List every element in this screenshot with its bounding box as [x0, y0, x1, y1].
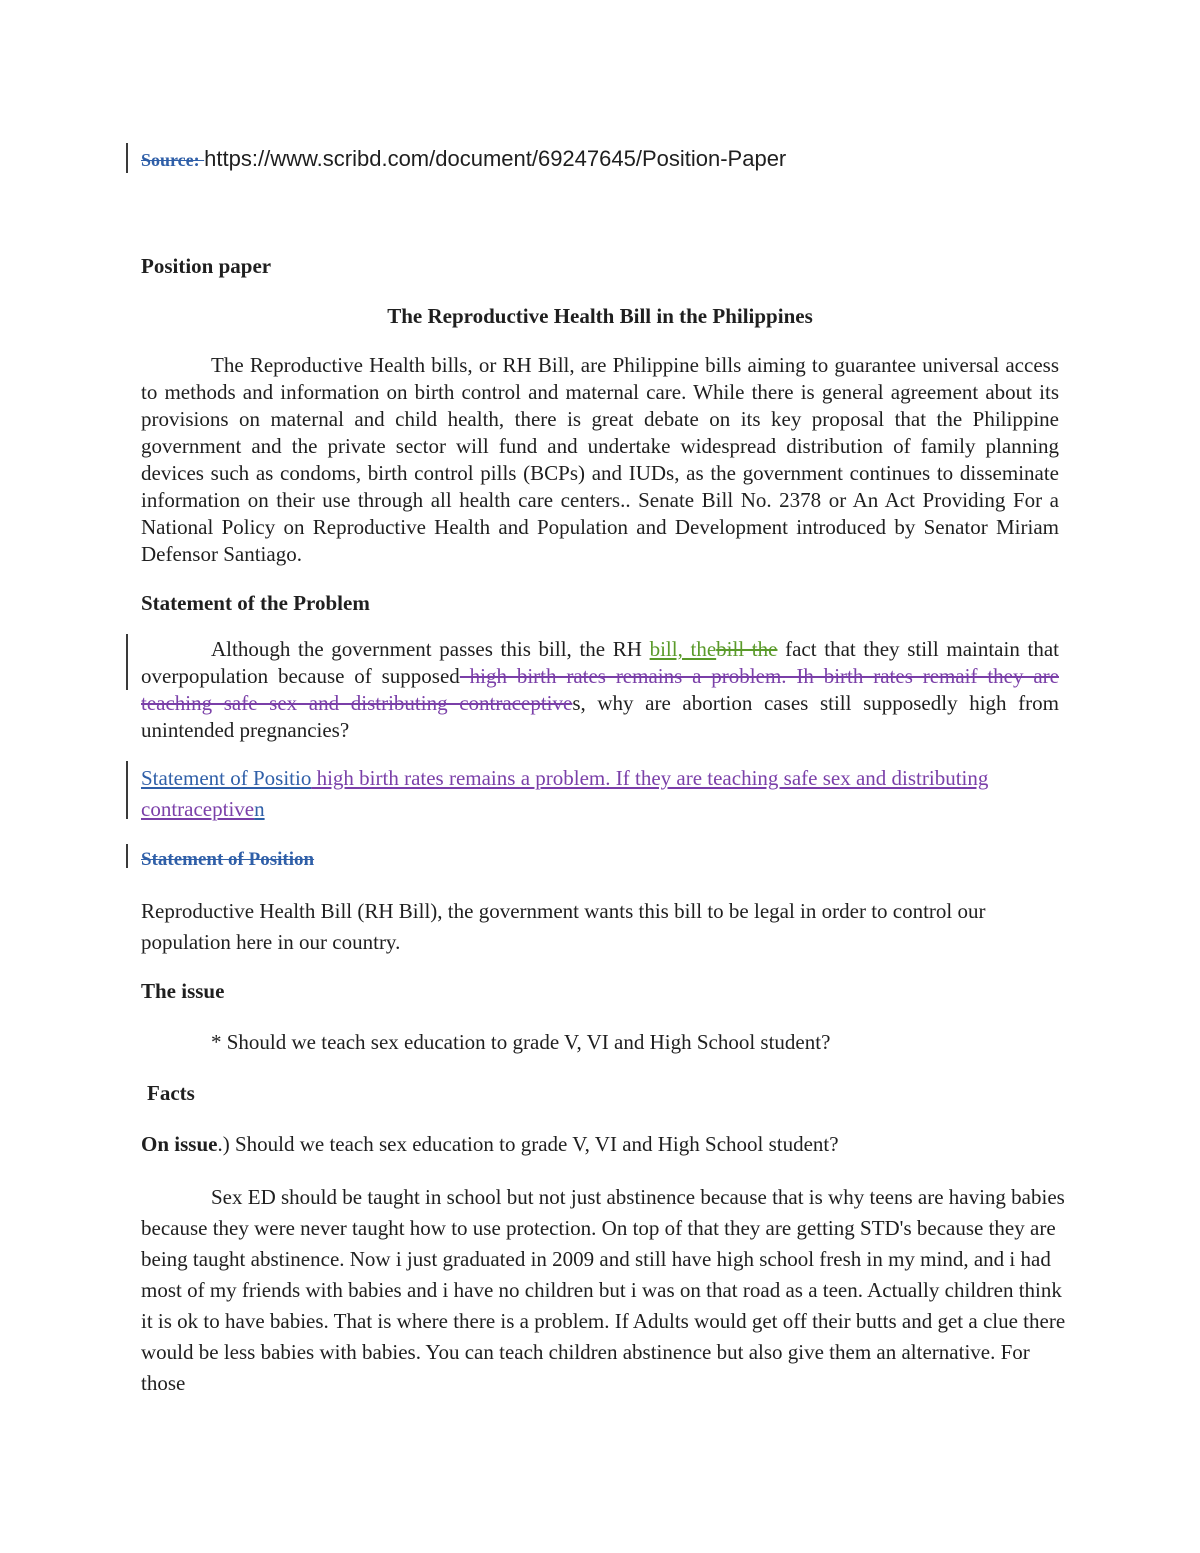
- on-issue-line: [141, 1131, 839, 1157]
- doc-label: Position paper: [141, 254, 272, 278]
- facts-heading: Facts: [147, 1081, 195, 1105]
- inserted-heading-text: Statement of Positio: [141, 766, 312, 790]
- body-paragraph: [141, 1182, 1071, 1399]
- on-issue-label: On issue: [141, 1132, 218, 1156]
- deleted-text: high birth rates remains a problem. Ih birth rates remaif they are teaching safe sex and distributing contraceptive: [141, 664, 1059, 715]
- deleted-position-heading: [141, 845, 314, 873]
- position-insert: [141, 763, 1071, 825]
- on-issue-text: .) Should we teach sex education to grade V, VI and High School student?: [217, 1132, 839, 1156]
- problem-text-1: Although the government passes this bill, the RH: [211, 637, 650, 661]
- problem-heading: Statement of the Problem: [141, 591, 370, 615]
- body-text: Sex ED should be taught in school but not just abstinence because that is why teens are having babies because they were never taught how to use protection. On top of that they are getting STD's because they are being taught abstinence. Now i just graduated in 2009 and still have high school fresh in my mind, and i had most of my friends with babies and i have no children but i was on that road as a teen. Actually children think it is ok to have babies. That is where there is a problem. If Adults would get off their butts and get a clue there would be less babies with babies. You can teach children abstinence but also give them an alternative. For those: [141, 1185, 1066, 1395]
- source-line: [141, 146, 786, 173]
- inserted-text: n: [254, 797, 265, 821]
- issue-heading: The issue: [141, 979, 225, 1003]
- source-url[interactable]: https://www.scribd.com/document/69247645/Position-Paper: [204, 146, 787, 171]
- problem-text-2: fact that they still maintain that overpopulation because of supposed: [141, 637, 1059, 688]
- position-paragraph: Reproductive Health Bill (RH Bill), the government wants this bill to be legal in order to control our population here in our country.: [141, 899, 986, 954]
- change-bar: [126, 634, 128, 690]
- deleted-heading-text: Statement of Position: [141, 849, 315, 870]
- problem-paragraph: [141, 636, 1059, 744]
- change-bar: [126, 761, 128, 819]
- problem-text-3: s, why are abortion cases still supposedly high from unintended pregnancies?: [141, 691, 1059, 742]
- change-bar: [126, 844, 128, 868]
- intro-paragraph: [141, 352, 1059, 568]
- change-bar: [126, 143, 128, 173]
- intro-text: The Reproductive Health bills, or RH Bill, are Philippine bills aiming to guarantee universal access to methods and information on birth control and maternal care. While there is general agreement about its provisions on maternal and child health, there is great debate on its key proposal that the Philippine government and the private sector will fund and undertake widespread distribution of family planning devices such as condoms, birth control pills (BCPs) and IUDs, as the government continues to disseminate information on their use through all health care centers.. Senate Bill No. 2378 or An Act Providing For a National Policy on Reproductive Health and Population and Development introduced by Senator Miriam Defensor Santiago.: [141, 353, 1059, 566]
- deleted-source-label: Source:: [141, 150, 205, 170]
- moved-text: high birth rates remains a problem. If they are teaching safe sex and distributing contraceptive: [141, 766, 989, 821]
- doc-title: The Reproductive Health Bill in the Philippines: [387, 304, 813, 328]
- issue-question: * Should we teach sex education to grade V, VI and High School student?: [211, 1030, 831, 1054]
- deleted-text: bill the: [716, 637, 778, 661]
- inserted-text: bill, the: [649, 637, 717, 661]
